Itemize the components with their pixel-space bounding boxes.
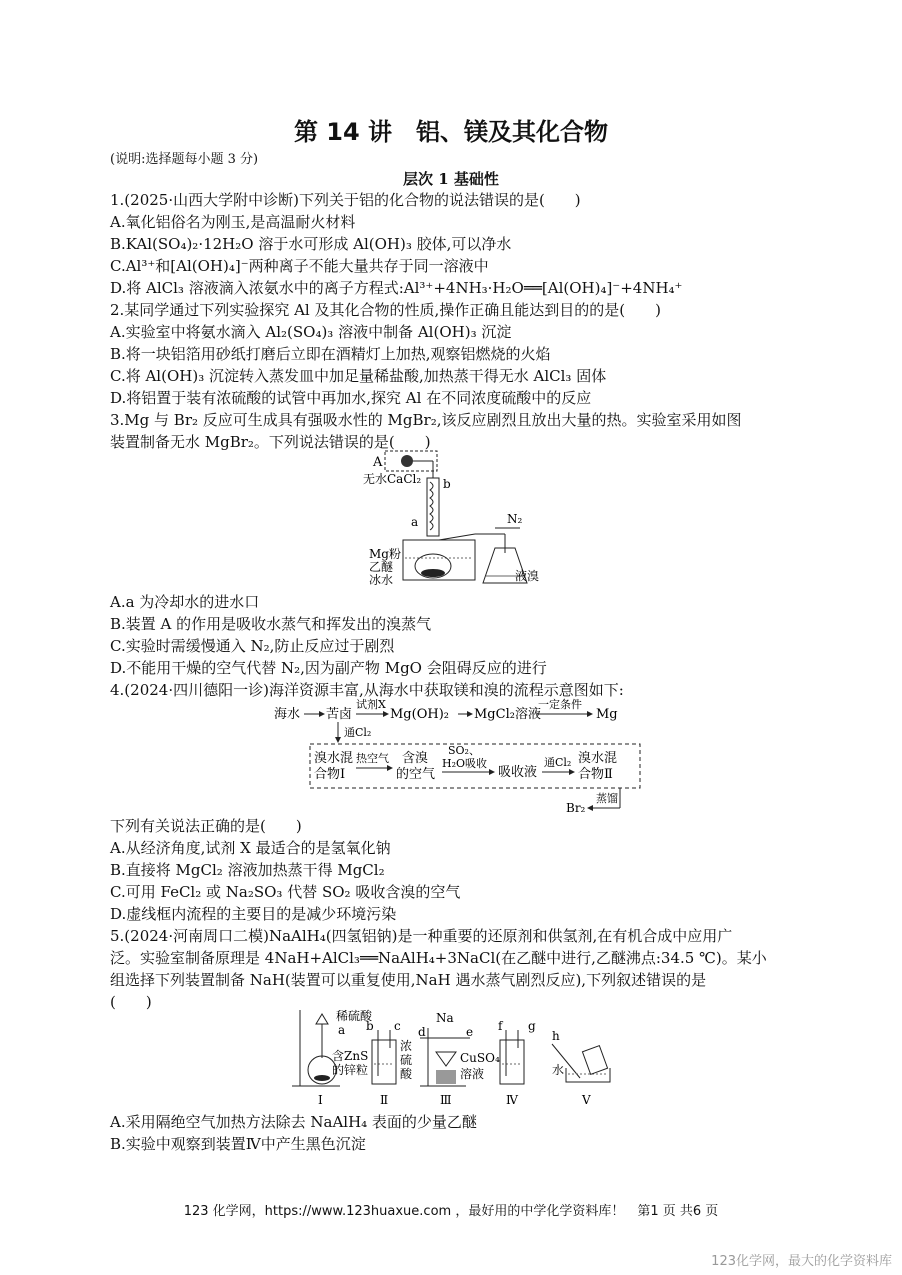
flow-br2: Br₂	[566, 801, 586, 815]
icewater-label: 冰水	[369, 573, 394, 587]
mg-label: Mg粉	[369, 547, 401, 561]
flow-cl2-a: 通Cl₂	[344, 726, 372, 739]
fig5-label-3: Ⅲ	[440, 1093, 452, 1107]
question-line: ( )	[110, 993, 152, 1011]
fig5-conc1: 浓	[400, 1039, 413, 1053]
flow-seawater: 海水	[274, 707, 301, 722]
question-line: D.将 AlCl₃ 溶液滴入浓氨水中的离子方程式:Al³⁺+4NH₃·H₂O══[Al(OH)₄]⁻+4NH₄⁺	[110, 279, 683, 297]
fig5-conc2: 硫	[400, 1053, 413, 1067]
burner	[436, 1070, 456, 1084]
question-line: B.KAl(SO₄)₂·12H₂O 溶于水可形成 Al(OH)₃ 胶体,可以净水	[110, 235, 512, 253]
bromine-label: 液溴	[515, 569, 540, 583]
question-line: D.不能用干燥的空气代替 N₂,因为副产物 MgO 会阻碍反应的进行	[110, 659, 547, 677]
question-line: 4.(2024·四川德阳一诊)海洋资源丰富,从海水中获取镁和溴的流程示意图如下:	[110, 681, 624, 699]
fig5-label-5: Ⅴ	[582, 1093, 591, 1107]
fig5-acid: 稀硫酸	[336, 1009, 373, 1023]
question-line: A.采用隔绝空气加热方法除去 NaAlH₄ 表面的少量乙醚	[110, 1113, 477, 1131]
tube-III	[436, 1052, 456, 1066]
fig5-b: b	[366, 1019, 374, 1033]
watermark: 123化学网，最大的化学资料库	[711, 1254, 892, 1269]
page-footer: 123 化学网，https://www.123huaxue.com ，最好用的中学化学资料库！ 第1 页 共6 页	[183, 1204, 719, 1219]
question-line: C.Al³⁺和[Al(OH)₄]⁻两种离子不能大量共存于同一溶液中	[110, 257, 489, 275]
flow-mg: Mg	[596, 707, 618, 722]
question-line: 5.(2024·河南周口二模)NaAlH₄(四氢铝钠)是一种重要的还原剂和供氢剂,在有机合成中应用广	[110, 927, 733, 945]
device-A-label: A	[373, 455, 383, 470]
question-line: C.可用 FeCl₂ 或 Na₂SO₃ 代替 SO₂ 吸收含溴的空气	[110, 883, 461, 901]
bottle-IV	[500, 1040, 524, 1084]
question-line: 3.Mg 与 Br₂ 反应可生成具有强吸水性的 MgBr₂,该反应剧烈且放出大量的热。实验室采用如图	[110, 411, 742, 429]
flow-mgoh2: Mg(OH)₂	[390, 707, 449, 722]
question-line: D.虚线框内流程的主要目的是减少环境污染	[110, 905, 397, 923]
fig5-label-4: Ⅳ	[506, 1093, 518, 1107]
fig5-cuso4b: 溶液	[460, 1067, 485, 1081]
n2-label: N₂	[507, 512, 523, 526]
flow-absorb: 吸收液	[498, 765, 538, 780]
seawater-flow-chart	[270, 698, 650, 816]
flow-cl2-b: 通Cl₂	[544, 756, 572, 769]
question-line: C.将 Al(OH)₃ 沉淀转入蒸发皿中加足量稀盐酸,加热蒸干得无水 AlCl₃ 固体	[110, 367, 607, 385]
score-note: (说明:选择题每小题 3 分)	[110, 152, 259, 167]
flow-mix1a: 溴水混	[314, 751, 354, 766]
fig5-g: g	[528, 1019, 536, 1033]
section-heading: 层次 1 基础性	[403, 170, 499, 188]
fig5-na: Na	[436, 1011, 454, 1025]
flow-reagent-x: 试剂X	[356, 698, 386, 711]
question-line: A.实验室中将氨水滴入 Al₂(SO₄)₃ 溶液中制备 Al(OH)₃ 沉淀	[110, 323, 512, 341]
fig5-label-1: Ⅰ	[318, 1093, 323, 1107]
fig5-zns2: 的锌粒	[332, 1063, 369, 1077]
ether-label: 乙醚	[369, 560, 394, 574]
nah-apparatus-figure	[290, 1008, 630, 1112]
flow-mix1b: 合物Ⅰ	[314, 767, 346, 782]
flow-mix2a: 溴水混	[578, 751, 618, 766]
fig5-conc3: 酸	[400, 1067, 413, 1081]
question-line: 装置制备无水 MgBr₂。下列说法错误的是( )	[110, 433, 431, 451]
fig5-water: 水	[552, 1063, 565, 1077]
question-line: B.直接将 MgCl₂ 溶液加热蒸干得 MgCl₂	[110, 861, 385, 879]
port-b-label: b	[443, 477, 451, 491]
question-line: B.装置 A 的作用是吸收水蒸气和挥发出的溴蒸气	[110, 615, 432, 633]
fig5-cuso4a: CuSO₄	[460, 1051, 500, 1065]
fig5-a: a	[338, 1023, 346, 1037]
page-title: 第 14 讲 铝、镁及其化合物	[293, 118, 609, 146]
flow-mix2b: 合物Ⅱ	[578, 767, 613, 782]
question-line: 组选择下列装置制备 NaH(装置可以重复使用,NaH 遇水蒸气剧烈反应),下列叙述错误的是	[110, 971, 707, 989]
fig5-d: d	[418, 1025, 426, 1039]
flow-so2-a: SO₂、	[448, 744, 480, 757]
fig5-zns1: 含ZnS	[332, 1049, 369, 1063]
flow-so2-b: H₂O吸收	[442, 757, 488, 770]
question-line: B.实验中观察到装置Ⅳ中产生黑色沉淀	[110, 1135, 366, 1153]
question-line: B.将一块铝箔用砂纸打磨后立即在酒精灯上加热,观察铝燃烧的火焰	[110, 345, 551, 363]
question-line: 2.某同学通过下列实验探究 Al 及其化合物的性质,操作正确且能达到目的的是( )	[110, 301, 661, 319]
flow-distill: 蒸馏	[596, 792, 618, 805]
drying-tube-bulb	[401, 455, 413, 467]
flow-air-a: 含溴	[402, 751, 429, 766]
fig5-label-2: Ⅱ	[380, 1093, 389, 1107]
fig5-e: e	[466, 1025, 474, 1039]
fig5-h: h	[552, 1029, 560, 1043]
port-a-label: a	[411, 515, 419, 529]
cacl2-label: 无水CaCl₂	[363, 472, 422, 486]
question-line: D.将铝置于装有浓硫酸的试管中再加水,探究 Al 在不同浓度硫酸中的反应	[110, 389, 592, 407]
flow-air-b: 的空气	[396, 767, 436, 782]
flow-bittern: 苦卤	[326, 707, 353, 722]
flow-mgcl2: MgCl₂溶液	[474, 707, 541, 722]
question-line: 泛。实验室制备原理是 4NaH+AlCl₃══NaAlH₄+3NaCl(在乙醚中进行,乙醚沸点:34.5 ℃)。某小	[110, 949, 767, 967]
bottle-II	[372, 1040, 396, 1084]
question-line: 下列有关说法正确的是( )	[110, 817, 302, 835]
question-line: A.从经济角度,试剂 X 最适合的是氢氧化钠	[110, 839, 391, 857]
flow-hotair: 热空气	[356, 752, 389, 765]
question-line: A.氧化铝俗名为刚玉,是高温耐火材料	[110, 213, 356, 231]
flow-condition: 一定条件	[538, 698, 582, 711]
question-line: A.a 为冷却水的进水口	[110, 593, 260, 611]
mgbr2-apparatus-figure	[355, 448, 555, 593]
question-line: C.实验时需缓慢通入 N₂,防止反应过于剧烈	[110, 637, 395, 655]
fig5-f: f	[498, 1019, 503, 1033]
question-line: 1.(2025·山西大学附中诊断)下列关于铝的化合物的说法错误的是( )	[110, 191, 581, 209]
fig5-c: c	[394, 1019, 401, 1033]
